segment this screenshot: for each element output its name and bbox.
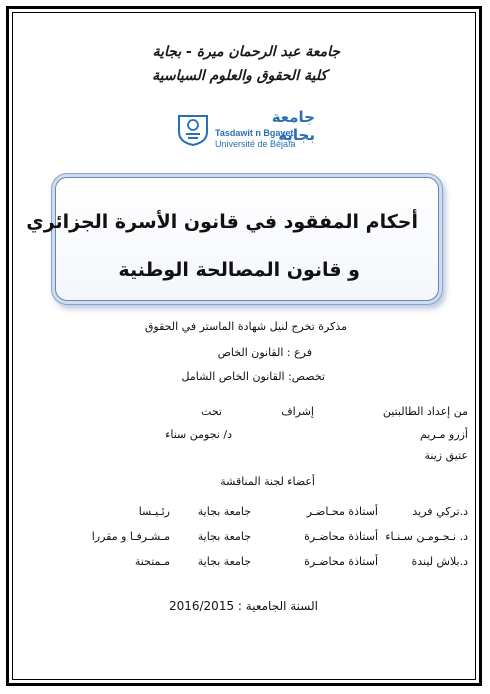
supervisor-name: د/ نجومن سناء [165,428,232,441]
committee-member-rank: أستاذة محاضـرة [304,555,378,568]
university-logo [175,108,315,154]
committee-member-name: د.بلاش ليندة [411,555,468,568]
committee-member-university: جامعة بجاية [197,505,251,518]
committee-title: أعضاء لجنة المناقشة [220,475,315,488]
student-name: أزرو مـريم [419,428,468,441]
academic-year: السنة الجامعية : 2016/2015 [168,599,318,613]
logo-line-2: Université de Béjaïa [215,139,296,149]
faculty-name: كلية الحقوق والعلوم السياسية [152,68,327,84]
logo-line-1: Tasdawit n Bgayet [215,128,294,138]
prepared-by-label: من إعداد الطالبتين [382,405,468,418]
supervision-label-b: إشراف [281,405,314,418]
thesis-type: مذكرة تخرج لنيل شهادة الماستر في الحقوق [144,320,347,333]
thesis-title-line-1: أحكام المفقود في قانون الأسرة الجزائري [26,211,418,233]
branch: فرع : القانون الخاص [217,346,312,359]
thesis-title-line-2: و قانون المصالحة الوطنية [118,259,360,281]
university-emblem-icon [177,112,209,146]
university-name: جامعة عبد الرحمان ميرة - بجاية [152,44,340,60]
committee-member-rank: أستاذة محاضـرة [304,530,378,543]
student-name: عتيق زينة [424,449,468,462]
committee-member-university: جامعة بجاية [197,555,251,568]
supervision-label-a: تحت [201,405,222,418]
specialty: تخصص: القانون الخاص الشامل [181,370,325,383]
committee-member-name: د. نـجـومـن سـنـاء [385,530,468,543]
committee-member-rank: أستاذة محـاضـر [306,505,378,518]
committee-member-name: د.تركي فريد [412,505,468,518]
committee-member-role: مـمتحنة [134,555,170,568]
logo-arabic-text: جامعة بجاية [271,108,315,144]
title-frame [55,177,439,301]
committee-member-role: مـشـرفـا و مقررا [91,530,170,543]
committee-member-role: رئـيـسا [138,505,170,518]
committee-member-university: جامعة بجاية [197,530,251,543]
